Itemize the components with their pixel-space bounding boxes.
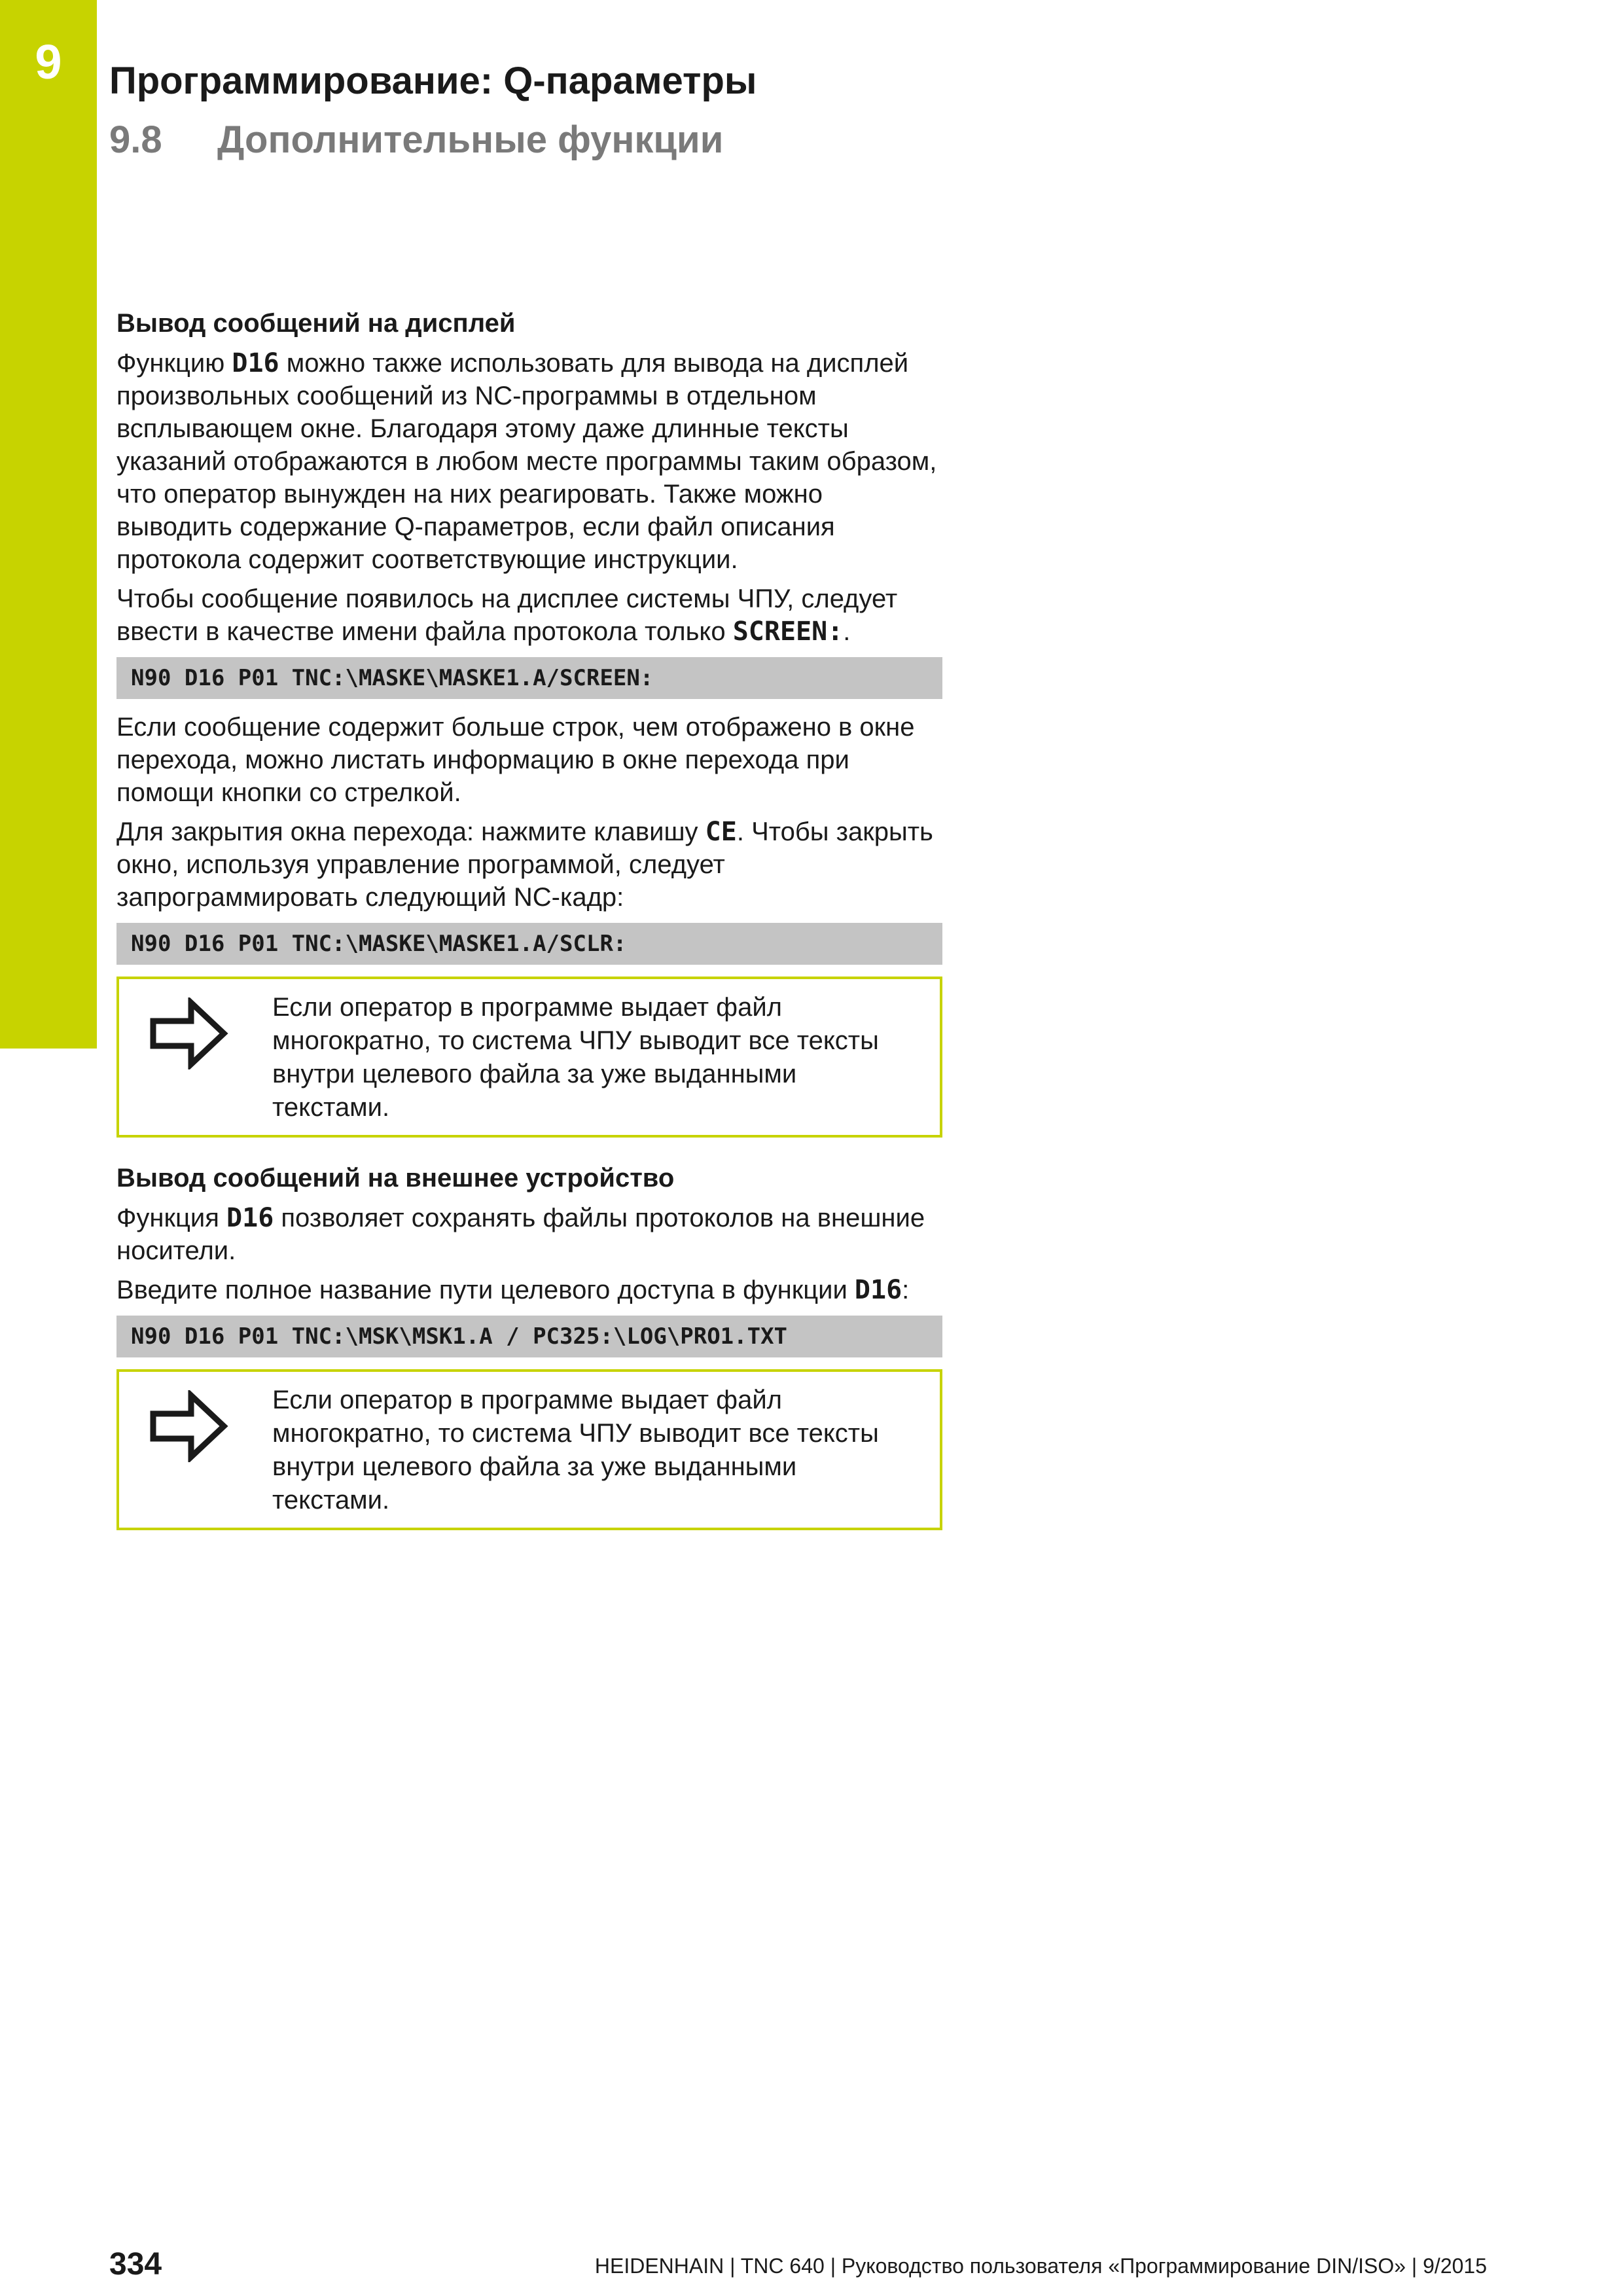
section-title: Дополнительные функции — [217, 118, 724, 161]
chapter-number: 9 — [35, 35, 62, 89]
footer-text: HEIDENHAIN | TNC 640 | Руководство пользователя «Программирование DIN/ISO» | 9/2015 — [594, 2254, 1487, 2278]
block1-p1-code: D16 — [232, 348, 279, 378]
chapter-side-tab — [0, 0, 97, 1049]
block2-p1-text-b: позволяет сохранять файлы протоколов на внешние носители. — [116, 1204, 925, 1265]
block1-paragraph-4 — [116, 816, 942, 914]
chapter-title: Программирование: Q-параметры — [109, 60, 757, 102]
block2-p2-code: D16 — [854, 1275, 902, 1305]
block1-p1-text-a: Функцию — [116, 349, 232, 378]
block2-p2-text-a: Введите полное название пути целевого доступа в функции — [116, 1276, 855, 1304]
section-heading — [109, 119, 723, 161]
block1-p4-text-a: Для закрытия окна перехода: нажмите клавишу — [116, 817, 705, 846]
block1-p2-text-a: Чтобы сообщение появилось на дисплее системы ЧПУ, следует ввести в качестве имени файла протокола только — [116, 584, 898, 646]
block2-p2-text-b: : — [902, 1276, 910, 1304]
block2-note-text: Если оператор в программе выдает файл многократно, то система ЧПУ выводит все тексты внутри целевого файла за уже выданными текстами. — [272, 1386, 879, 1515]
block2-paragraph-2 — [116, 1274, 942, 1306]
arrow-right-outline-icon — [149, 997, 229, 1069]
block2-p1-code: D16 — [226, 1203, 274, 1233]
block2-heading: Вывод сообщений на внешнее устройство — [116, 1164, 675, 1193]
block1-p1-text-b: можно также использовать для вывода на дисплей произвольных сообщений из NC-программы в отдельном всплывающем окне. Благодаря этому даже длинные тексты указаний отображаются в любом месте программы таким образом, что оператор вынужден на них реагировать. Также можно выводить содержание Q-параметров, если файл описания протокола содержит соответствующие инструкции. — [116, 349, 937, 574]
block1-paragraph-2 — [116, 583, 942, 648]
block1-note-text: Если оператор в программе выдает файл многократно, то система ЧПУ выводит все тексты внутри целевого файла за уже выданными текстами. — [272, 993, 879, 1122]
block1-code-example-sclr: N90 D16 P01 TNC:\MASKE\MASKE1.A/SCLR: — [116, 923, 942, 965]
page-number: 334 — [109, 2247, 162, 2282]
block1-p4-code: CE — [705, 817, 737, 847]
block1-p2-text-b: . — [843, 617, 851, 646]
arrow-right-outline-icon — [149, 1390, 229, 1462]
block1-p2-code: SCREEN: — [732, 617, 844, 647]
block2-code-example-external: N90 D16 P01 TNC:\MSK\MSK1.A / PC325:\LOG\PRO1.TXT — [116, 1316, 942, 1357]
block2-note-box — [116, 1369, 942, 1530]
block1-note-box — [116, 977, 942, 1138]
block2-paragraph-1 — [116, 1202, 942, 1267]
section-number: 9.8 — [109, 118, 162, 161]
block2-p1-text-a: Функция — [116, 1204, 227, 1232]
page-content — [116, 306, 942, 1554]
block1-paragraph-3: Если сообщение содержит больше строк, чем отображено в окне перехода, можно листать информацию в окне перехода при помощи кнопки со стрелкой. — [116, 713, 915, 807]
block1-paragraph-1 — [116, 347, 942, 576]
block1-code-example-screen: N90 D16 P01 TNC:\MASKE\MASKE1.A/SCREEN: — [116, 657, 942, 699]
block1-p4-text-b: . Чтобы закрыть окно, используя управление программой, следует запрограммировать следующий NC-кадр: — [116, 817, 933, 912]
block1-heading: Вывод сообщений на дисплей — [116, 309, 516, 338]
